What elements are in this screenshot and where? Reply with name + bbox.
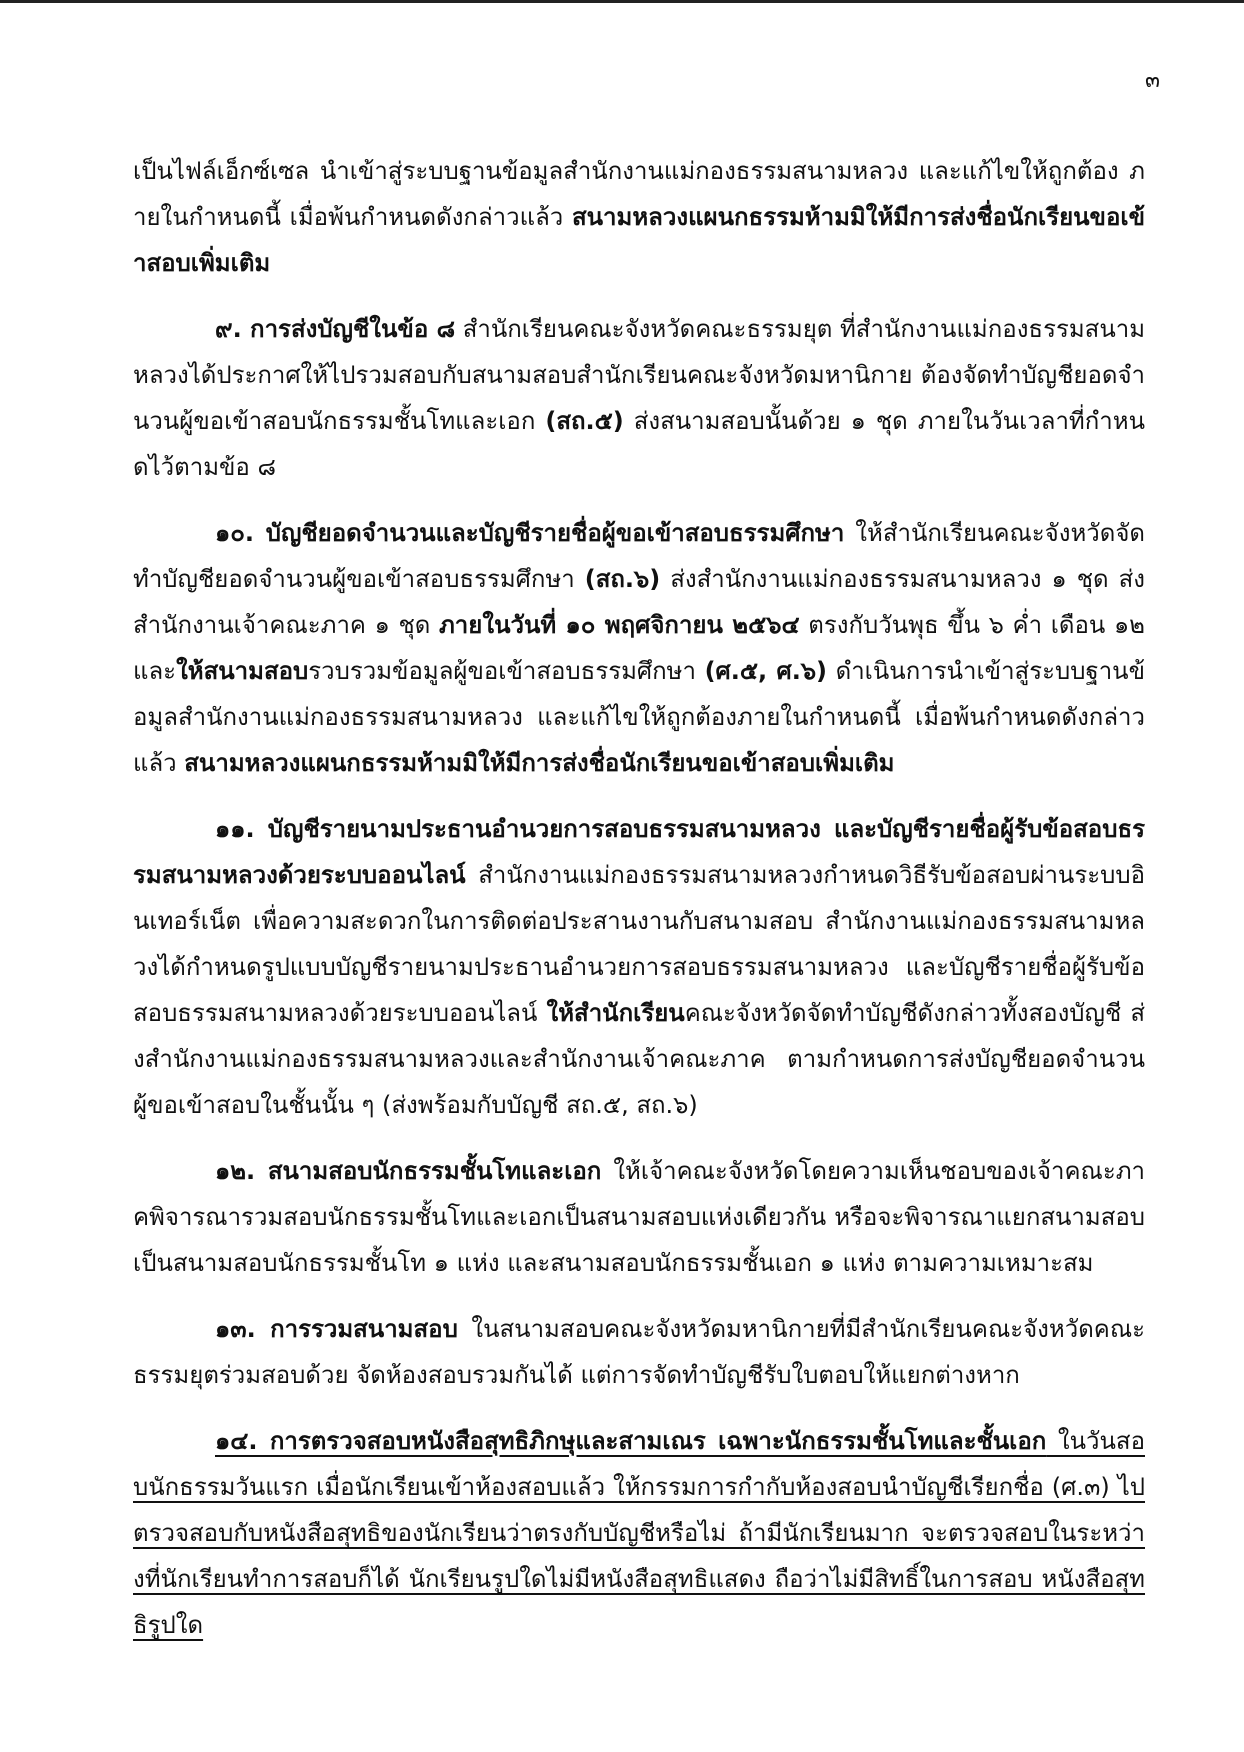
top-border-line: [0, 0, 1244, 3]
paragraph-item-10: [133, 510, 1145, 786]
item-heading: ๑๑. บัญชีรายนามประธานอำนวยการสอบธรรมสนามหลวง และบัญชีรายชื่อผู้รับข้อสอบธรรมสนามหลวงด้วยระบบออนไลน์: [133, 815, 1145, 889]
paragraph-bold-text: (ศ.๕, ศ.๖): [704, 657, 828, 685]
paragraph-text: ให้เจ้าคณะจังหวัดโดยความเห็นชอบของเจ้าคณะภาคพิจารณารวมสอบนักธรรมชั้นโทและเอกเป็นสนามสอบแห่งเดียวกัน หรือจะพิจารณาแยกสนามสอบเป็นสนามสอบนักธรรมชั้นโท ๑ แห่ง และสนามสอบนักธรรมชั้นเอก ๑ แห่ง ตามความเหมาะสม: [133, 1157, 1146, 1277]
paragraph-bold-text: ให้สนามสอบ: [176, 657, 309, 685]
paragraph-text: รวบรวมข้อมูลผู้ขอเข้าสอบธรรมศึกษา: [308, 657, 705, 685]
item-heading: ๙. การส่งบัญชีในข้อ ๘: [215, 315, 456, 343]
paragraph-bold-text: (สถ.๖): [584, 565, 661, 593]
paragraph-text: ในสนามสอบคณะจังหวัดมหานิกายที่มีสำนักเรียนคณะจังหวัดคณะธรรมยุตร่วมสอบด้วย จัดห้องสอบรวมกันได้ แต่การจัดทำบัญชีรับใบตอบให้แยกต่างหาก: [133, 1315, 1145, 1389]
paragraph-bold-text: (สถ.๕): [545, 407, 624, 435]
paragraph-text: ส่งสนามสอบนั้นด้วย ๑ ชุด ภายในวันเวลาที่กำหนดไว้ตามข้อ ๘: [133, 407, 1145, 481]
item-heading: ๑๐. บัญชียอดจำนวนและบัญชีรายชื่อผู้ขอเข้าสอบธรรมศึกษา: [215, 519, 845, 547]
paragraph-bold-text: สนามหลวงแผนกธรรมห้ามมิให้มีการส่งชื่อนักเรียนขอเข้าสอบเพิ่มเติม: [133, 203, 1145, 277]
paragraph-item-11: [133, 806, 1145, 1128]
paragraph-item-13: [133, 1306, 1145, 1398]
paragraph-text: เป็นไฟล์เอ็กซ์เซล นำเข้าสู่ระบบฐานข้อมูลสำนักงานแม่กองธรรมสนามหลวง และแก้ไขให้ถูกต้อง ภายในกำหนดนี้ เมื่อพ้นกำหนดดังกล่าวแล้ว: [133, 157, 1145, 231]
paragraph-text: คณะจังหวัดจัดทำบัญชีดังกล่าวทั้งสองบัญชี ส่งสำนักงานแม่กองธรรมสนามหลวงและสำนักงานเจ้าคณะภาค ตามกำหนดการส่งบัญชียอดจำนวนผู้ขอเข้าสอบในชั้นนั้น ๆ (ส่งพร้อมกับบัญชี สถ.๕, สถ.๖): [133, 999, 1146, 1119]
document-body: [133, 148, 1145, 1666]
paragraph-text: ส่งสำนักงานแม่กองธรรมสนามหลวง ๑ ชุด ส่งสำนักงานเจ้าคณะภาค ๑ ชุด: [133, 565, 1145, 639]
paragraph-text: ให้สำนักเรียนคณะจังหวัดจัดทำบัญชียอดจำนวนผู้ขอเข้าสอบธรรมศึกษา: [133, 519, 1145, 593]
paragraph-text: สำนักงานแม่กองธรรมสนามหลวงกำหนดวิธีรับข้อสอบผ่านระบบอินเทอร์เน็ต เพื่อความสะดวกในการติดต่อประสานงานกับสนามสอบ สำนักงานแม่กองธรรมสนามหลวงได้กำหนดรูปแบบบัญชีรายนามประธานอำนวยการสอบธรรมสนามหลวง และบัญชีรายชื่อผู้รับข้อสอบธรรมสนามหลวงด้วยระบบออนไลน์: [133, 861, 1145, 1027]
item-heading: ๑๓. การรวมสนามสอบ: [215, 1315, 458, 1343]
paragraph-item-9: [133, 306, 1145, 490]
paragraph-bold-text: ภายในวันที่ ๑๐ พฤศจิกายน ๒๕๖๔: [438, 611, 800, 639]
paragraph-text: ในวันสอบนักธรรมวันแรก เมื่อนักเรียนเข้าห้องสอบแล้ว ให้กรรมการกำกับห้องสอบนำบัญชีเรียกชื่อ (ศ.๓) ไปตรวจสอบกับหนังสือสุทธิของนักเรียนว่าตรงกับบัญชีหรือไม่ ถ้ามีนักเรียนมาก จะตรวจสอบในระหว่างที่นักเรียนทำการสอบก็ได้ นักเรียนรูปใดไม่มีหนังสือสุทธิแสดง ถือว่าไม่มีสิทธิ์ในการสอบ หนังสือสุทธิรูปใด: [133, 1427, 1145, 1639]
paragraph-text: ตรงกับวันพุธ ขึ้น ๖ ค่ำ เดือน ๑๒ และ: [133, 611, 1145, 685]
paragraph-item-14: [133, 1418, 1145, 1648]
paragraph-text: สำนักเรียนคณะจังหวัดคณะธรรมยุต ที่สำนักงานแม่กองธรรมสนามหลวงได้ประกาศให้ไปรวมสอบกับสนามสอบสำนักเรียนคณะจังหวัดมหานิกาย ต้องจัดทำบัญชียอดจำนวนผู้ขอเข้าสอบนักธรรมชั้นโทและเอก: [133, 315, 1146, 435]
paragraph-text: ดำเนินการนำเข้าสู่ระบบฐานข้อมูลสำนักงานแม่กองธรรมสนามหลวง และแก้ไขให้ถูกต้องภายในกำหนดนี้ เมื่อพ้นกำหนดดังกล่าวแล้ว: [133, 657, 1145, 777]
paragraph-item-12: [133, 1148, 1145, 1286]
paragraph-bold-text: ให้สำนักเรียน: [546, 999, 685, 1027]
item-heading: ๑๒. สนามสอบนักธรรมชั้นโทและเอก: [215, 1157, 602, 1185]
paragraph-continuation: [133, 148, 1145, 286]
page-number: ๓: [1144, 68, 1160, 93]
paragraph-bold-text: สนามหลวงแผนกธรรมห้ามมิให้มีการส่งชื่อนักเรียนขอเข้าสอบเพิ่มเติม: [184, 749, 895, 777]
item-heading: ๑๔. การตรวจสอบหนังสือสุทธิภิกษุและสามเณร เฉพาะนักธรรมชั้นโทและชั้นเอก: [215, 1427, 1047, 1455]
